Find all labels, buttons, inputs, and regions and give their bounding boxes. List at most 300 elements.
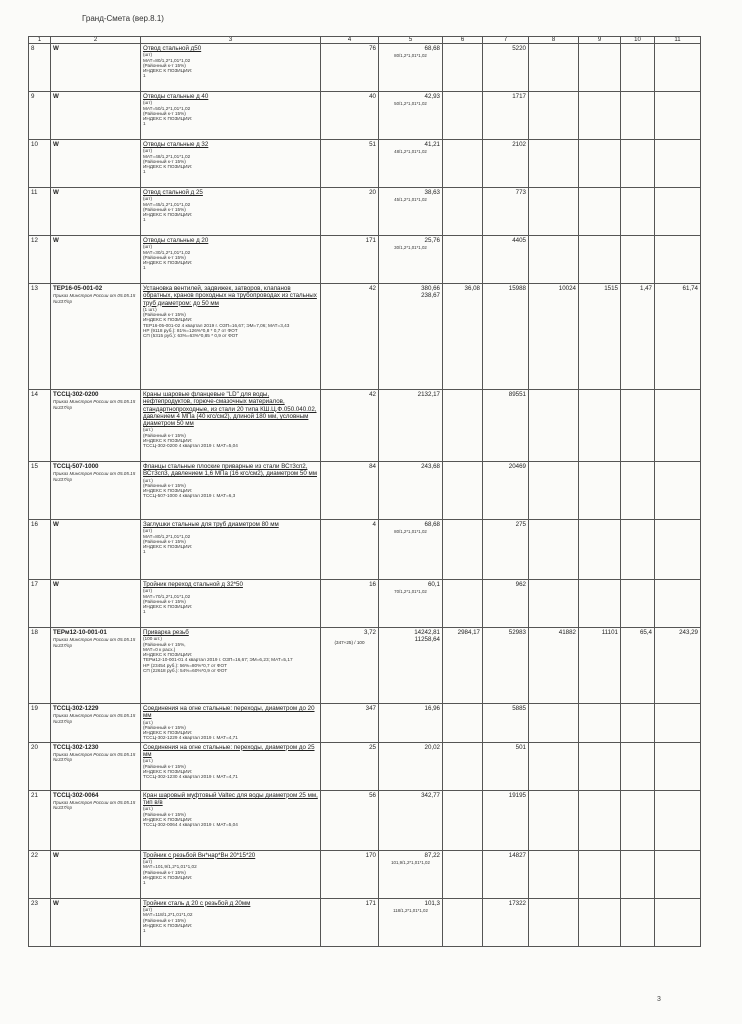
item-title: Тройник с резьбой Вн*нар*Вн 20*15*20 — [143, 851, 256, 859]
quantity-cell — [321, 628, 379, 704]
table-row — [29, 628, 701, 704]
item-detail-line: МАТ=80/1,2*1,01*1,02 — [143, 533, 191, 539]
value-c11 — [655, 704, 701, 743]
item-detail-line: (1 шт.) — [143, 306, 157, 312]
row-number: 23 — [31, 899, 38, 907]
item-detail-line: 1 — [143, 928, 146, 934]
table-row — [29, 898, 701, 946]
unit-price-formula: 80/1,2*1,01*1,02 — [394, 529, 427, 535]
row-number-cell — [29, 628, 51, 704]
item-detail-line: МАТ=50/1,2*1,01*1,02 — [143, 105, 191, 111]
value-c11 — [655, 628, 701, 704]
value-c8-text: 41882 — [558, 629, 576, 636]
item-detail-line: МАТ=80/1,2*1,01*1,02 — [143, 57, 191, 63]
item-detail-line: (Районный к-т 15%) — [143, 598, 186, 604]
item-detail-line: ИНДЕКС К ПОЗИЦИИ: — [143, 544, 193, 550]
code-cell — [51, 742, 141, 790]
quantity: 42 — [369, 285, 376, 292]
value-c10 — [621, 850, 655, 898]
item-detail-line: ИНДЕКС К ПОЗИЦИИ: — [143, 488, 193, 494]
code-cell — [51, 44, 141, 92]
unit-price: 60,1 — [427, 581, 440, 588]
item-detail-line: ИНДЕКС К ПОЗИЦИИ: — [143, 68, 193, 74]
value-c9 — [579, 284, 621, 390]
rate-code: ТССЦ-302-1229 — [53, 705, 99, 712]
item-detail-line: (Районный к-т 15%) — [143, 158, 186, 164]
item-detail-line: (Районный к-т 15%) — [143, 482, 186, 488]
item-detail-line: ИНДЕКС К ПОЗИЦИИ: — [143, 116, 193, 122]
code-cell — [51, 790, 141, 850]
item-detail-line: (шт) — [143, 196, 153, 202]
item-detail-line: (шт) — [143, 907, 153, 913]
unit-price-formula: 80/1,2*1,01*1,02 — [394, 53, 427, 59]
item-detail-line: ТССЦ-302-1230 4 квартал 2019 г. МАТ=4,71 — [143, 774, 238, 780]
row-number: 20 — [31, 743, 38, 751]
item-detail-line: ИНДЕКС К ПОЗИЦИИ: — [143, 317, 193, 323]
value-c10 — [621, 188, 655, 236]
rate-source: Приказ Минстроя России от 05.05.15 №337/пр — [53, 752, 136, 763]
item-title: Отвод стальной д50 — [143, 45, 202, 52]
value-c7 — [483, 790, 529, 850]
value-c11 — [655, 790, 701, 850]
value-c8 — [529, 742, 579, 790]
item-detail-line: МАТ=30/1,2*1,01*1,02 — [143, 249, 191, 255]
value-c10 — [621, 390, 655, 462]
item-detail-line: (шт.) — [143, 758, 153, 764]
quantity: 40 — [369, 93, 376, 100]
value-c11-text: 61,74 — [682, 285, 698, 292]
table-row — [29, 580, 701, 628]
value-c6 — [443, 704, 483, 743]
value-c10 — [621, 236, 655, 284]
item-detail-line: (Районный к-т 15%) — [143, 763, 186, 769]
description-cell — [141, 284, 321, 390]
item-title: Отводы стальные д 32 — [143, 141, 209, 148]
code-cell — [51, 462, 141, 520]
value-c7 — [483, 898, 529, 946]
value-c7-text: 773 — [515, 189, 526, 196]
item-detail-line: (шт) — [143, 52, 153, 58]
quantity-cell — [321, 140, 379, 188]
table-row — [29, 44, 701, 92]
value-c9 — [579, 520, 621, 580]
value-c6 — [443, 284, 483, 390]
value-c7-text: 2102 — [512, 141, 526, 148]
row-number-cell — [29, 704, 51, 743]
quantity: 16 — [369, 581, 376, 588]
description-cell — [141, 580, 321, 628]
code-cell — [51, 580, 141, 628]
description-cell — [141, 520, 321, 580]
item-detail-line: (шт) — [143, 148, 153, 154]
code-cell — [51, 140, 141, 188]
value-c11-text: 243,29 — [679, 629, 698, 636]
value-c9 — [579, 850, 621, 898]
item-detail-line: ТЕРм12-10-001-01 4 квартал 2019 г. ОЗП=16,67; ЭМ=6,23; МАТ=5,17 — [143, 657, 293, 663]
column-header: 8 — [529, 37, 579, 44]
item-detail-line: МАТ=101,9/1,2*1,01*1,02 — [143, 864, 197, 870]
value-c7-text: 501 — [515, 743, 526, 751]
description-cell — [141, 462, 321, 520]
item-title: Заглушки стальные для труб диаметром 80 мм — [143, 521, 279, 528]
unit-price-formula: 11258,64 — [414, 636, 440, 644]
rate-source: Приказ Минстроя России от 05.05.15 №337/пр — [53, 713, 136, 724]
table-row — [29, 140, 701, 188]
quantity: 51 — [369, 141, 376, 148]
row-number-cell — [29, 580, 51, 628]
value-c9 — [579, 140, 621, 188]
quantity: 171 — [365, 899, 376, 907]
code-cell — [51, 236, 141, 284]
item-detail-line: ИНДЕКС К ПОЗИЦИИ: — [143, 922, 193, 928]
value-c8 — [529, 390, 579, 462]
value-c9 — [579, 898, 621, 946]
item-detail-line: МАТ=48/1,2*1,01*1,02 — [143, 153, 191, 159]
column-number-row — [29, 37, 701, 44]
value-c10 — [621, 580, 655, 628]
row-number-cell — [29, 44, 51, 92]
rate-source: Приказ Минстроя России от 05.05.15 №337/пр — [53, 471, 136, 482]
quantity-cell — [321, 236, 379, 284]
rate-source: Приказ Минстроя России от 05.05.15 №337/пр — [53, 399, 136, 410]
column-header: 3 — [141, 37, 321, 44]
value-c9-text: 11101 — [601, 629, 618, 636]
unit-price-cell — [379, 580, 443, 628]
unit-price: 243,68 — [421, 463, 440, 470]
value-c9 — [579, 188, 621, 236]
unit-price-cell — [379, 284, 443, 390]
value-c10-text: 65,4 — [639, 629, 652, 636]
item-detail-line: (шт) — [143, 100, 153, 106]
value-c8 — [529, 704, 579, 743]
rate-code: ТЕР16-05-001-02 — [53, 285, 103, 292]
item-title: Кран шаровый муфтовый Valtec для воды диаметром 25 мм, тип в/в — [143, 791, 318, 807]
item-detail-line: 1 — [143, 265, 146, 271]
item-detail-line: ТССЦ-302-0200 4 квартал 2019 г. МАТ=5,04 — [143, 443, 238, 449]
quantity: 76 — [369, 45, 376, 52]
value-c8 — [529, 580, 579, 628]
value-c6 — [443, 236, 483, 284]
item-detail-line: ИНДЕКС К ПОЗИЦИИ: — [143, 604, 193, 610]
unit-price-formula: 30/1,2*1,01*1,02 — [394, 245, 427, 251]
row-number: 8 — [31, 45, 35, 52]
row-number-cell — [29, 140, 51, 188]
value-c7 — [483, 704, 529, 743]
value-c8 — [529, 790, 579, 850]
column-header: 7 — [483, 37, 529, 44]
value-c11 — [655, 520, 701, 580]
item-title: Установка вентилей, задвижек, затворов, клапанов обратных, кранов проходных на трубопроводах из стальных труб диаметром: до 50 мм — [143, 285, 317, 307]
item-detail-line: НР (9118 руб.): 81%=126%*0,8 * 0,7 от ФОТ — [143, 328, 238, 334]
value-c9 — [579, 580, 621, 628]
value-c7 — [483, 92, 529, 140]
item-title: Отводы стальные д 20 — [143, 237, 209, 244]
unit-price-formula: 238,67 — [421, 292, 440, 300]
item-detail-line: (Районный к-т 15%) — [143, 62, 186, 68]
item-detail-line: ТССЦ-507-1000 4 квартал 2019 г. МАТ=6,3 — [143, 493, 236, 499]
value-c8 — [529, 140, 579, 188]
row-number: 14 — [31, 391, 38, 398]
unit-price-cell — [379, 462, 443, 520]
value-c10 — [621, 284, 655, 390]
item-detail-line: СП (22618 руб.): 54%=60%*0,9 от ФОТ — [143, 668, 228, 674]
unit-price-cell — [379, 742, 443, 790]
item-detail-line: ИНДЕКС К ПОЗИЦИИ: — [143, 874, 193, 880]
rate-code: W — [53, 237, 59, 244]
value-c7 — [483, 140, 529, 188]
rate-code: ТССЦ-302-0064 — [53, 791, 99, 799]
row-number-cell — [29, 390, 51, 462]
row-number: 12 — [31, 237, 38, 244]
quantity-cell — [321, 92, 379, 140]
rate-code: W — [53, 581, 59, 588]
row-number-cell — [29, 462, 51, 520]
value-c7 — [483, 236, 529, 284]
quantity: 4 — [372, 521, 376, 528]
item-detail-line: СП (5315 руб.): 63%=63%*0,85 * 0,9 от ФОТ — [143, 333, 239, 339]
value-c10 — [621, 92, 655, 140]
value-c10-text: 1,47 — [639, 285, 652, 292]
rate-code: W — [53, 141, 59, 148]
item-detail-line: ТССЦ-302-1229 4 квартал 2019 г. МАТ=4,71 — [143, 735, 238, 741]
unit-price: 380,66 — [421, 285, 440, 292]
value-c7-text: 20469 — [508, 463, 526, 470]
rate-code: W — [53, 93, 59, 100]
item-detail-line: ИНДЕКС К ПОЗИЦИИ: — [143, 730, 193, 736]
value-c6-text: 2984,17 — [457, 629, 480, 636]
item-title: Отводы стальные д 40 — [143, 93, 209, 100]
table-row — [29, 390, 701, 462]
value-c9 — [579, 790, 621, 850]
quantity: 84 — [369, 463, 376, 470]
quantity-cell — [321, 704, 379, 743]
code-cell — [51, 520, 141, 580]
item-detail-line: (шт) — [143, 244, 153, 250]
item-detail-line: 1 — [143, 169, 146, 175]
quantity-cell — [321, 188, 379, 236]
value-c7 — [483, 628, 529, 704]
item-title: Краны шаровые фланцевые "LD" для воды, нефтепродуктов, горюче-смазочных материалов, стандартнопроходные, из стали 20 типа КШ.Ц.Ф.050.040.02, давлением 4 МПа (40 кгс/см2), длиной 180 мм, условным диаметром 50 мм — [143, 391, 317, 428]
item-title: Приварка резьб — [143, 629, 189, 636]
rate-code: ТССЦ-507-1000 — [53, 463, 99, 470]
value-c10 — [621, 628, 655, 704]
value-c6 — [443, 462, 483, 520]
item-detail-line: ИНДЕКС К ПОЗИЦИИ: — [143, 438, 193, 444]
unit-price: 87,22 — [424, 851, 440, 859]
item-detail-line: (шт) — [143, 859, 153, 865]
value-c7 — [483, 580, 529, 628]
item-detail-line: (Районный к-т 15%) — [143, 110, 186, 116]
unit-price-formula: 50/1,2*1,01*1,02 — [394, 101, 427, 107]
row-number-cell — [29, 850, 51, 898]
value-c8 — [529, 92, 579, 140]
value-c8 — [529, 898, 579, 946]
row-number: 10 — [31, 141, 38, 148]
quantity-cell — [321, 284, 379, 390]
value-c7 — [483, 390, 529, 462]
description-cell — [141, 704, 321, 743]
value-c7-text: 5885 — [512, 705, 526, 712]
item-detail-line: (100 шт.) — [143, 636, 162, 642]
unit-price-cell — [379, 44, 443, 92]
value-c11 — [655, 140, 701, 188]
item-detail-line: (шт) — [143, 588, 153, 594]
item-detail-line: (шт) — [143, 528, 153, 534]
item-detail-line: МАТ=0 к расх.) — [143, 646, 176, 652]
value-c8 — [529, 628, 579, 704]
value-c8 — [529, 236, 579, 284]
unit-price: 25,76 — [424, 237, 440, 244]
item-detail-line: ТЕР16-05-001-02 4 квартал 2019 г. ОЗП=16,67; ЭМ=7,06; МАТ=3,43 — [143, 322, 290, 328]
row-number-cell — [29, 520, 51, 580]
table-row — [29, 92, 701, 140]
table-row — [29, 850, 701, 898]
description-cell — [141, 92, 321, 140]
unit-price-cell — [379, 140, 443, 188]
column-header: 10 — [621, 37, 655, 44]
value-c11 — [655, 284, 701, 390]
value-c9 — [579, 704, 621, 743]
value-c11 — [655, 580, 701, 628]
value-c11 — [655, 236, 701, 284]
value-c11 — [655, 850, 701, 898]
item-detail-line: (шт.) — [143, 427, 153, 433]
unit-price-cell — [379, 898, 443, 946]
row-number: 13 — [31, 285, 38, 292]
value-c7-text: 5220 — [512, 45, 526, 52]
item-detail-line: (Районный к-т 15%) — [143, 811, 186, 817]
rate-code: ТЕРм12-10-001-01 — [53, 629, 107, 636]
item-title: Отвод стальной д 25 — [143, 189, 203, 196]
quantity: 42 — [369, 391, 376, 398]
rate-code: ТССЦ-302-0200 — [53, 391, 99, 398]
item-detail-line: 1 — [143, 880, 146, 886]
item-detail-line: (Районный к-т 15%) — [143, 917, 186, 923]
code-cell — [51, 850, 141, 898]
rate-source: Приказ Минстроя России от 05.05.15 №337/пр — [53, 293, 136, 304]
value-c7-text: 15988 — [508, 285, 526, 292]
rate-code: W — [53, 899, 59, 907]
item-detail-line: 1 — [143, 549, 146, 555]
unit-price-cell — [379, 236, 443, 284]
unit-price: 38,63 — [424, 189, 440, 196]
row-number: 18 — [31, 629, 38, 636]
item-detail-line: (Районный к-т 15%) — [143, 206, 186, 212]
value-c10 — [621, 742, 655, 790]
value-c6 — [443, 898, 483, 946]
column-header: 9 — [579, 37, 621, 44]
row-number: 16 — [31, 521, 38, 528]
value-c9 — [579, 742, 621, 790]
rate-code: W — [53, 189, 59, 196]
description-cell — [141, 390, 321, 462]
value-c7 — [483, 44, 529, 92]
value-c8 — [529, 44, 579, 92]
row-number: 21 — [31, 791, 38, 799]
value-c9 — [579, 92, 621, 140]
value-c7 — [483, 520, 529, 580]
unit-price: 14242,81 — [414, 629, 440, 636]
description-cell — [141, 44, 321, 92]
item-detail-line: МАТ=45/1,2*1,01*1,02 — [143, 201, 191, 207]
item-detail-line: 1 — [143, 609, 146, 615]
value-c8 — [529, 284, 579, 390]
value-c10 — [621, 140, 655, 188]
value-c8 — [529, 462, 579, 520]
value-c7 — [483, 742, 529, 790]
quantity-cell — [321, 390, 379, 462]
code-cell — [51, 898, 141, 946]
item-detail-line: (Районный к-т 15%) — [143, 312, 186, 318]
item-detail-line: ИНДЕКС К ПОЗИЦИИ: — [143, 212, 193, 218]
value-c7-text: 962 — [515, 581, 526, 588]
rate-source: Приказ Минстроя России от 05.05.15 №337/пр — [53, 637, 136, 648]
value-c6 — [443, 580, 483, 628]
table-row — [29, 462, 701, 520]
value-c7-text: 17322 — [508, 899, 526, 907]
quantity: 20 — [369, 189, 376, 196]
value-c7-text: 19195 — [508, 791, 526, 799]
item-detail-line: 1 — [143, 73, 146, 79]
item-detail-line: (Районный к-т 15%) — [143, 254, 186, 260]
quantity-cell — [321, 520, 379, 580]
value-c6 — [443, 390, 483, 462]
quantity: 170 — [365, 851, 376, 859]
value-c10 — [621, 790, 655, 850]
column-header: 1 — [29, 37, 51, 44]
code-cell — [51, 188, 141, 236]
value-c7-text: 89551 — [508, 391, 526, 398]
item-detail-line: ТССЦ-302-0064 4 квартал 2019 г. МАТ=5,04 — [143, 822, 238, 828]
column-header: 4 — [321, 37, 379, 44]
value-c6 — [443, 44, 483, 92]
row-number-cell — [29, 92, 51, 140]
column-header: 2 — [51, 37, 141, 44]
item-detail-line: (Районный к-т 15%) — [143, 538, 186, 544]
description-cell — [141, 850, 321, 898]
item-detail-line: (Районный к-т 15%) — [143, 869, 186, 875]
value-c7 — [483, 188, 529, 236]
item-title: Фланцы стальные плоские приварные из стали ВСт3сп2, ВСт3сп3, давлением 1,6 МПа (16 кгс/см2), диаметром 50 мм — [143, 463, 317, 478]
unit-price-formula: 45/1,2*1,01*1,02 — [394, 197, 427, 203]
table-row — [29, 188, 701, 236]
value-c6 — [443, 140, 483, 188]
quantity: 171 — [365, 237, 376, 244]
table-row — [29, 520, 701, 580]
code-cell — [51, 628, 141, 704]
item-detail-line: НР (23454 руб.): 56%=80%*0,7 от ФОТ — [143, 662, 227, 668]
row-number: 9 — [31, 93, 35, 100]
item-detail-line: ИНДЕКС К ПОЗИЦИИ: — [143, 816, 193, 822]
value-c8-text: 10024 — [558, 285, 576, 292]
unit-price: 20,02 — [424, 743, 440, 751]
unit-price-formula: 70/1,2*1,01*1,02 — [394, 589, 427, 595]
unit-price: 342,77 — [421, 791, 440, 799]
value-c6 — [443, 742, 483, 790]
value-c9-text: 1515 — [604, 285, 618, 292]
column-header: 6 — [443, 37, 483, 44]
table-row — [29, 284, 701, 390]
value-c7-text: 52983 — [508, 629, 526, 636]
table-row — [29, 742, 701, 790]
item-title: Соединения на огне стальные: переходы, диаметром до 20 мм — [143, 705, 315, 720]
unit-price-cell — [379, 520, 443, 580]
value-c10 — [621, 520, 655, 580]
quantity-cell — [321, 898, 379, 946]
value-c6-text: 36,08 — [464, 285, 480, 292]
value-c8 — [529, 520, 579, 580]
quantity-cell — [321, 44, 379, 92]
